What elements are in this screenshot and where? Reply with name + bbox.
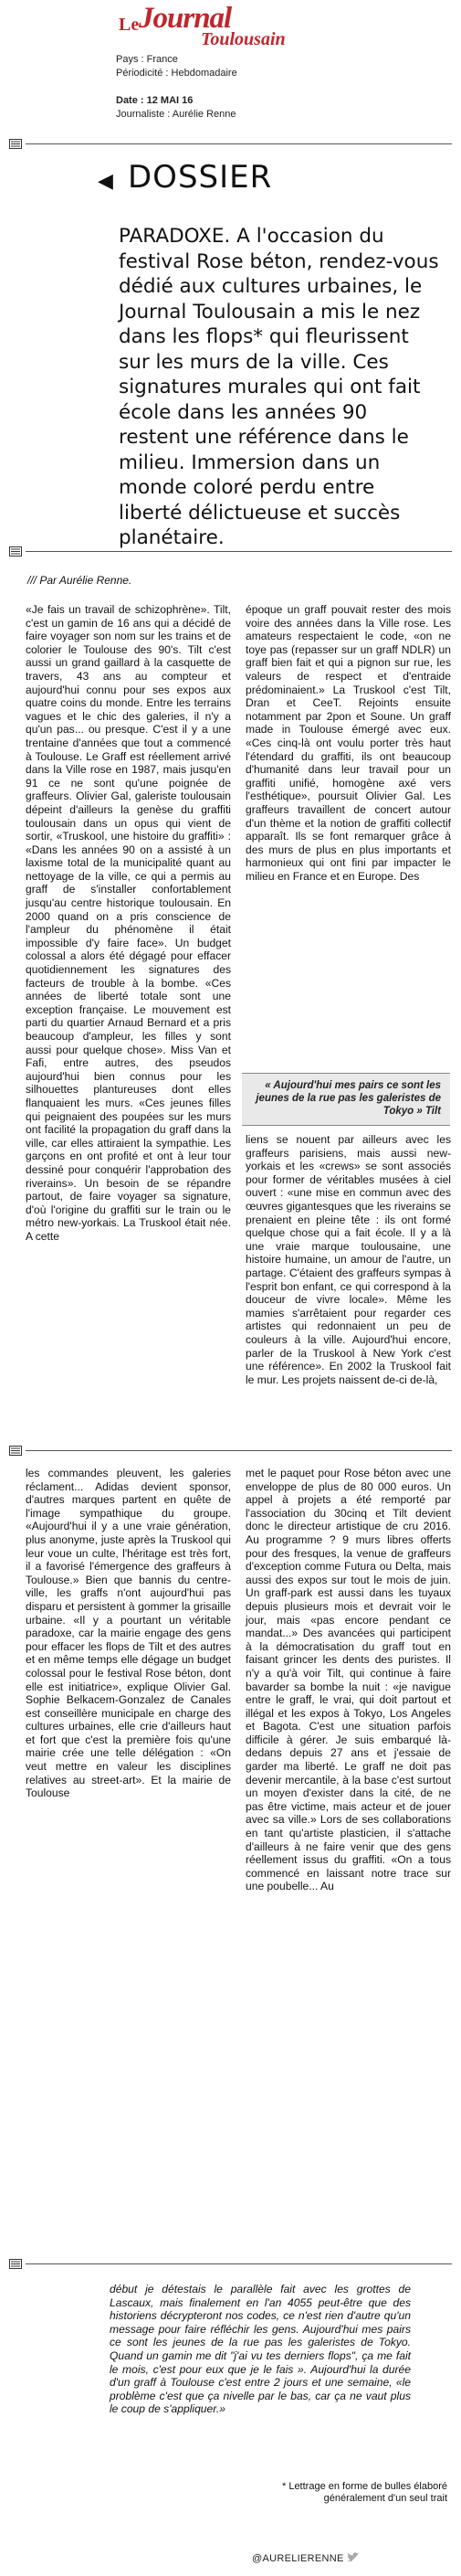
- divider: [26, 143, 452, 144]
- divider: [26, 551, 452, 552]
- meta-journaliste: Journaliste : Aurélie Renne: [116, 109, 236, 120]
- section-title: DOSSIER: [128, 159, 273, 196]
- masthead-journal: Journal: [139, 2, 232, 35]
- page-marker-icon: [9, 546, 22, 557]
- article-column-1a: «Je fais un travail de schizophrène». Tilt, c'est un gamin de 16 ans qui a décidé de faire voyager son nom sur les trains et de colorier le Toulouse des 90's. Tilt c'est aussi un grand gaillard à la casquette de travers, 43 ans au compteur et aujourd'hui connu pour ses expos aux quatre coins du monde. Entre les terrains vagues et le chic des galeries, il n'y a qu'un pas... ou presque. C'est il y a une trentaine d'années que tout a commencé à Toulouse. Le Graff est réellement arrivé dans la Ville rose en 1987, mais jusqu'en 91 ce ne sont qu'une poignée de graffeurs. Olivier Gal, galeriste toulousain dépeint d'ailleurs la genèse du graffiti toulousain dans un opus qui vient de sortir, «Truskool, une histoire du graffiti» : «Dans les années 90 on a assisté à un laxisme total de la municipalité quant au nettoyage de la ville, ce qui a permis au graff de s'installer confortablement jusqu'au centre historique toulousain. En 2000 quand on a pris conscience de l'ampleur du phénomène il était impossible d'y faire face». Un budget colossal a alors été dégagé pour effacer quotidiennement les signatures des facteurs de trouble à la bombe. «Ces années de liberté totale sont une exception française. Le mouvement est parti du quartier Arnaud Bernard et a pris beaucoup d'ampleur, les filles y sont aussi pour quelque chose». Miss Van et Fafi, entre autres, des pseudos aujourd'hui bien connus pour les silhouettes plantureuses dont elles flanquaient les murs. «Ces jeunes filles qui peignaient des poupées sur les murs ont facilité la propagation du graff dans la ville, car elles attiraient la sympathie. Les garçons en ont profité et ont à leur tour dessiné pour conquérir l'approbation des riverains». Un besoin de se répandre partout, de faire voyager sa signature, d'où l'origine du graffiti sur le train ou le métro new-yorkais. La Truskool était née. A cette: [26, 603, 231, 1243]
- masthead-le: Le: [119, 15, 140, 35]
- triangle-left-icon: ◀: [98, 169, 113, 192]
- article-column-1c: début je détestais le parallèle fait avec les grottes de Lascaux, mais finalement en l'an 4055 peut-être que des historiens décrypteront nos codes, ce n'est rien d'autre qu'un message pour faire réfléchir les gens. Aujourd'hui mes pairs ce sont les jeunes de la rue pas les galeristes de Tokyo. Quand un gamin me dit "j'ai vu tes derniers flops", ça me fait le mois, c'est pour eux que je le fais ». Aujourd'hui la durée d'un graff à Toulouse c'est entre 2 jours et une semaine, «le problème c'est que ça nivelle par le bas, car ça ne vaut plus le coup de s'appliquer.»: [110, 2283, 411, 2416]
- masthead-toulousain: Toulousain: [201, 29, 286, 49]
- article-column-1b: les commandes pleuvent, les galeries réclament... Adidas devient sponsor, d'autres marques partent en quête de l'image sympathique du groupe. «Aujourd'hui il y a une vraie génération, plus anonyme, juste après la Truskool qui leur voue un culte, l'héritage est très fort, il a favorisé l'émergence des graffeurs à Toulouse.» Bien que bannis du centre-ville, les graffs n'ont aujourd'hui pas disparu et persistent à gommer la grisaille urbaine. «Il y a pourtant un véritable paradoxe, car la mairie engage des gens pour effacer les flops de Tilt et des autres et en même temps elle dégage un budget colossal pour le festival Rose béton, dont elle est initiatrice», explique Olivier Gal. Sophie Belkacem-Gonzalez de Canales est conseillère municipale en charge des cultures urbaines, elle crie d'ailleurs haut et fort que c'est la première fois qu'une mairie crée une telle délégation : «On veut mettre en valeur les disciplines relatives au street-art». Et la mairie de Toulouse: [26, 1467, 231, 1800]
- pull-quote-text: « Aujourd'hui mes pairs ce sont les jeunes de la rue pas les galeristes de Tokyo » Tilt: [256, 1080, 441, 1117]
- meta-pays: Pays : France: [116, 54, 178, 65]
- article-column-2a: époque un graff pouvait rester des mois voire des années dans la Ville rose. Les amateurs respectaient le code, «on ne toye pas (repasser sur un graff NDLR) un graff bien fait et qui a pignon sur rue, les valeurs de respect et d'entraide prédominaient.» La Truskool c'est Tilt, Dran et CeeT. Rejoints ensuite notamment par 2pon et Soune. Un graff made in Toulouse émergé avec eux. «Ces cinq-là ont voulu porter très haut l'étendard du graffiti, ils ont beaucoup d'humanité dans leur travail pour un graffiti unifié, homogène axé vers l'esthétique», poursuit Olivier Gal. Les graffeurs travaillent de concert autour d'un thème et la notion de graffiti collectif apparaît. Ils se font remarquer grâce à des murs de plus en plus importants et harmonieux qui ont fini par impacter le milieu en France et en Europe. Des: [246, 603, 451, 883]
- footnote: * Lettrage en forme de bulles élaboré généralement d'un seul trait: [281, 2481, 447, 2504]
- author-handle-text: @AURELIERENNE: [252, 2553, 344, 2564]
- article-column-2c: met le paquet pour Rose béton avec une enveloppe de plus de 80 000 euros. Un appel à projets a été remporté par l'association du 30cinq et Tilt devient donc le directeur artistique de cru 2016. Au programme ? 9 murs libres offerts pour des fresques, la venue de graffeurs d'exception comme Futura ou Delta, mais aussi des expos sur tout le mois de juin. Un graff-park est aussi dans les tuyaux depuis plusieurs mois et devrait voir le jour, mais «pas encore pendant ce mandat...» Des avancées qui participent à la démocratisation du graff tout en faisant grincer les dents des puristes. Il n'y a qu'à voir Tilt, qui continue à faire bavarder sa bombe la nuit : «je navigue entre le graff, le vrai, qui doit partout et illégal et les expos à Tokyo, Los Angeles et Bagota. C'est une situation parfois difficile à gérer. Je suis embarqué là-dedans depuis 27 ans et j'essaie de garder ma liberté. Le graff ne doit pas devenir mercantile, à la base c'est surtout un moyen d'exister dans la cité, de ne pas être victime, mais acteur et de jouer avec sa ville.» Lors de ses collaborations en tant qu'artiste plasticien, il s'attache d'ailleurs à ne faire venir que des gens réellement issus du graffiti. «On a tous commencé en laissant notre trace sur une poubelle... Au: [246, 1467, 451, 1893]
- page-marker-icon: [9, 1446, 22, 1456]
- masthead-logo: [119, 2, 320, 49]
- meta-periodicite: Périodicité : Hebdomadaire: [116, 68, 237, 79]
- divider: [26, 1450, 452, 1451]
- page-marker-icon: [9, 2259, 22, 2269]
- pull-quote: [242, 1073, 450, 1126]
- meta-date: Date : 12 MAI 16: [116, 95, 194, 106]
- divider: [26, 2263, 452, 2264]
- byline: /// Par Aurélie Renne.: [27, 574, 132, 587]
- twitter-bird-icon: [347, 2552, 360, 2561]
- meta-block: [116, 53, 237, 80]
- meta-block-2: [116, 94, 236, 122]
- page-marker-icon: [9, 139, 22, 149]
- author-handle: [252, 2552, 360, 2564]
- lead-paragraph: PARADOXE. A l'occasion du festival Rose béton, rendez-vous dédié aux cultures urbaines, le Journal Toulousain a mis le nez dans les flops* qui fleurissent sur les murs de la ville. Ces signatures murales qui ont fait école dans les années 90 restent une référence dans le milieu. Immersion dans un monde coloré perdu entre liberté délictueuse et succès planétaire.: [119, 225, 439, 549]
- article-column-2b: liens se nouent par ailleurs avec les graffeurs parisiens, mais aussi new-yorkais et les «crews» se sont associés pour former de véritables musées à ciel ouvert : «une mise en commun avec des œuvres gigantesques que les riverains se prenaient en pleine tête : ils ont formé quelque chose qui a fait école. Il y a là une vraie marque toulousaine, une histoire humaine, un amour de l'autre, un partage. C'étaient des graffeurs sympas à l'esprit bon enfant, ce qui correspond à la douceur de vivre locale». Même les mamies s'arrêtaient pour regarder ces artistes qui redonnaient un peu de couleurs à la ville. Aujourd'hui encore, parler de la Truskool à New York c'est une référence». En 2002 la Truskool fait le mur. Les projets naissent de-ci de-là,: [246, 1133, 451, 1386]
